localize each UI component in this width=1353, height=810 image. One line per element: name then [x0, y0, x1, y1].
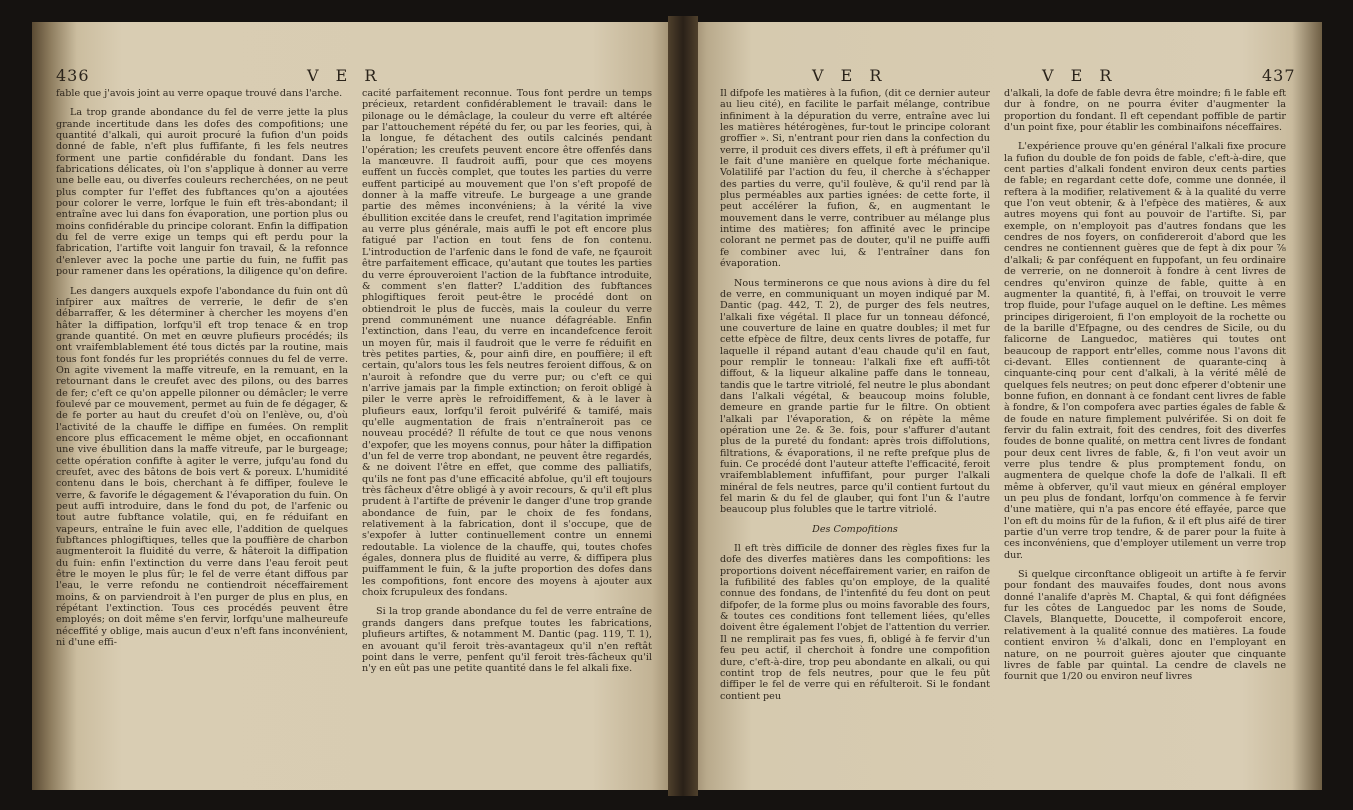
book-gutter: [668, 16, 698, 796]
right-page: [682, 22, 1322, 790]
right-page-number: 437: [1262, 66, 1296, 85]
left-column-1: [56, 88, 348, 790]
paragraph: Il difpofe les matières à la fufion, (dit ce dernier auteur au lieu cité), en facilite le parfait mélange, contribue infiniment à la dépuration du verre, entraîne avec lui les matières hétérogènes, fur-tout le principe colorant groffier ». Si, n'entrant pour rien dans la confection du verre, il produit ces divers effets, il eft à préfumer qu'il le fait d'une manière en quelque forte méchanique. Volatilifé par l'action du feu, il cherche à s'échapper des parties du verre, qu'il foulève, & qu'il rend par là plus perméables aux parties ignées: de cette forte, il peut accélérer la fufion, &, en augmentant le mouvement dans le verre, contribuer au mélange plus intime des matières; fon affinité avec le principe colorant ne permet pas de douter, qu'il ne puiffe auffi fe combiner avec lui, & l'entraîner dans fon évaporation.: [720, 88, 990, 270]
paragraph: L'expérience prouve qu'en général l'alkali fixe procure la fufion du double de fon poids de fable, c'eft-à-dire, que cent parties d'alkali fondent environ deux cents parties de fable; en regardant cette dofe, comme une donnée, il reftera à la modifier, relativement & à la qualité du verre que l'on veut obtenir, & à l'efpèce des matières, & aux autres moyens qui font au pouvoir de l'artifte. Si, par exemple, on n'employoit pas d'autres fondans que les cendres de nos foyers, on confidereroit d'abord que les cendres ne contiennent guères que de fept à dix pour ⅞ d'alkali; & par conféquent en fuppofant, un feu ordinaire de verrerie, on ne donneroit à fondre à cent livres de cendres qu'environ quinze de fable, quitte à en augmenter la quantité, fi, à l'effai, on trouvoit le verre trop fluide, pour l'ufage auquel on le deftine. Les mêmes principes dirigeroient, fi l'on employoit de la rochette ou de la barille d'Efpagne, ou des cendres de Sicile, ou du falicorne de Languedoc, matières qui toutes ont beaucoup de rapport entr'elles, comme nous l'avons dit ci-devant. Elles contiennent de quarante-cinq à cinquante-cinq pour cent d'alkali, à la vérité mêlé de quelques fels neutres; on peut donc efperer d'obtenir une bonne fufion, en donnant à ce fondant cent livres de fable à fondre, & l'on compofera avec parties égales de fable & de foude en nature fimplement pulvérifée. Si on doit fe fervir du falin extrait, foit des cendres, foit des diverfes foudes de bonne qualité, on mettra cent livres de fondant pour deux cent livres de fable, &, fi l'on veut avoir un verre plus tendre & plus promptement fondu, on augmentera de quelque chofe la dofe de l'alkali. Il eft même à obferver, qu'il vaut mieux en général employer un peu plus de fondant, lorfqu'on commence à fe fervir d'une matière, qui n'a pas encore été effayée, parce que l'on eft du moins fûr de la fufion, & il eft plus aifé de tirer partie d'un verre trop tendre, & de parer pour la fuite à ces inconvéniens, que d'employer utilement un verre trop dur.: [1004, 141, 1286, 561]
right-column-2: [1004, 88, 1286, 790]
paragraph: La trop grande abondance du fel de verre jette la plus grande incertitude dans les dofes des compofitions; une quantité d'alkali, qui auroit procuré la fufion d'un poids donné de fable, n'eft plus fuffifante, fi les fels neutres forment une partie confidérable du fondant. Dans les fabrications délicates, où l'on s'applique à donner au verre une belle eau, ou diverfes couleurs recherchées, on ne peut plus compter fur l'effet des fubftances qu'on a ajoutées pour colorer le verre, lorfque le fuin eft très-abondant; il entraîne avec lui dans fon évaporation, une portion plus ou moins confidérable du principe colorant. Enfin la diffipation du fel de verre exige un temps qui eft perdu pour la fabrication, l'artifte voit languir fon travail, & la refonnce d'enlever avec la poche une partie du fuin, ne fuffit pas pour ramener dans les opérations, la diligence qu'on defire.: [56, 107, 348, 278]
right-column-1: [720, 88, 990, 790]
left-page: [32, 22, 682, 790]
paragraph: Si la trop grande abondance du fel de verre entraîne de grands dangers dans prefque toutes les fabrications, plufieurs artiftes, & notamment M. Dantic (pag. 119, T. 1), en avouant qu'il feroit très-avantageux qu'il n'en reftât point dans le verre, penfent qu'il feroit très-fâcheux qu'il n'y en eût pas une petite quantité dans le fel alkali fixe.: [362, 606, 652, 675]
paragraph: d'alkali, la dofe de fable devra être moindre; fi le fable eft dur à fondre, on ne pourra éviter d'augmenter la proportion du fondant. Il eft cependant poffible de partir d'un point fixe, pour établir les combinaifons néceffaires.: [1004, 88, 1286, 134]
paragraph: Nous terminerons ce que nous avions à dire du fel de verre, en communiquant un moyen indiqué par M. Dantic (pag. 442, T. 2), de purger des fels neutres, l'alkali fixe végétal. Il place fur un tonneau défoncé, une couverture de laine en quatre doubles; il met fur cette efpèce de filtre, deux cents livres de potaffe, fur laquelle il répand autant d'eau chaude qu'il en faut, pour remplir le tonneau: l'alkali fixe eft auffi-tôt diffout, & la liqueur alkaline paffe dans le tonneau, tandis que le tartre vitriolé, fel neutre le plus abondant dans l'alkali végétal, & beaucoup moins foluble, demeure en grande partie fur le filtre. On obtient l'alkali par l'évaporation, & on répète la même opération une 2e. & 3e. fois, pour s'affurer d'autant plus de la pureté du fondant: après trois diffolutions, filtrations, & évaporations, il ne refte prefque plus de fuin. Ce procédé dont l'auteur attefte l'efficacité, feroit vraifemblablement infuffifant, pour purger l'alkali minéral de fels neutres, parce qu'il contient furtout du fel marin & du fel de glauber, qui font l'un & l'autre beaucoup plus folubles que le tartre vitriolé.: [720, 277, 990, 516]
paragraph: cacité parfaitement reconnue. Tous font perdre un temps précieux, retardent confidérablement le travail: dans le pilonage ou le démâclage, la couleur du verre eft altérée par l'attouchement répété du fer, ou par les feories, qui, à la longue, fe détachent des outils calcinés pendant l'opération; les creufets peuvent encore être offenfés dans la manœuvre. Il faudroit auffi, pour que ces moyens euffent un fuccès complet, que toutes les parties du verre euffent participé au mouvement que l'on s'eft propofé de donner à la maffe vitreufe. Le burgeage a une grande partie des mêmes inconvéniens; à la vérité la vive ébullition excitée dans le creufet, rend l'agitation imprimée au verre plus générale, mais auffi le pot eft encore plus fatigué par l'action en tout fens de fon contenu. L'introduction de l'arfenic dans le fond de vafe, ne fçauroit être parfaitement efficace, qu'autant que toutes les parties du verre éprouveroient l'action de la fubftance introduite, & comment s'en flatter? L'addition des fubftances phlogiftiques feroit peut-être le procédé dont on obtiendroit le plus de fuccès, mais la couleur du verre prend communément une nuance défagréable. Enfin l'extinction, dans l'eau, du verre en incandefcence feroit un moyen fûr, mais il faudroit que le verre fe réduifit en très petites parties, &, pour ainfi dire, en pouffière; il eft certain, qu'alors tous les fels neutres feroient diffous, & on n'auroit à refondre que du verre pur; ou c'eft ce qui n'arrive jamais par la fimple extinction; on feroit obligé à piler le verre après le refroidiffement, & à le laver à plufieurs eaux, lorfqu'il feroit pulvérifé & tamifé, mais qu'elle augmentation de frais n'entraîneroit pas ce nouveau procédé? Il réfulte de tout ce que nous venons d'expofer, que les moyens connus, pour hâter la diffipation d'un fel de verre trop abondant, ne peuvent être regardés, & ne doivent l'être en effet, que comme des palliatifs, qu'ils ne font pas d'une efficacité abfolue, qu'il eft toujours très fâcheux d'être obligé à y avoir recours, & qu'il eft plus prudent à l'artifte de prévenir le danger d'une trop grande abondance de fuin, par le choix de fes fondans, relativement à la fabrication, dont il s'occupe, que de s'expofer à lutter continuellement contre un ennemi redoutable. La violence de la chauffe, qui, toutes chofes égales, donnera plus de fluidité au verre, & diffipera plus puiffamment le fuin, & la jufte proportion des dofes dans les compofitions, font encore des moyens à ajouter aux choix fcrupuleux des fondans.: [362, 88, 652, 599]
left-running-head: V E R: [307, 66, 383, 85]
left-column-2: [362, 88, 652, 790]
left-page-number: 436: [56, 66, 90, 85]
paragraph: fable que j'avois joint au verre opaque trouvé dans l'arche.: [56, 88, 343, 99]
paragraph: Il eft très difficile de donner des règles fixes fur la dofe des diverfes matières dans les compofitions: les proportions doivent néceffairement varier, en raifon de la fufibilité des fables qu'on employe, de la qualité connue des fondans, de l'intenfité du feu dont on peut difpofer, de la forme plus ou moins favorable des fours, & toutes ces conditions font tellement liées, qu'elles doivent être également l'objet de l'attention du verrier. Il ne remplirait pas fes vues, fi, obligé à fe fervir d'un feu peu actif, il cherchoit à fondre une compofition dure, c'eft-à-dire, trop peu abondante en alkali, ou qui contint trop de fels neutres, pour que le feu pût diffiper le fel de verre qui en réfulteroit. Si le fondant contient peu: [720, 543, 990, 702]
right-running-head: V E R: [812, 66, 888, 85]
paragraph: Les dangers auxquels expofe l'abondance du fuin ont dû infpirer aux maîtres de verrerie, le defir de s'en débarraffer, & les déterminer à chercher les moyens d'en hâter la diffipation, lorfqu'il eft trop tenace & en trop grande quantité. On met en œuvre plufieurs procédés; ils ont vraifemblablement été tous dictés par la routine, mais tous font fondés fur les propriétés connues du fel de verre. On agite vivement la maffe vitreufe, en la remuant, en la retournant dans le creufet avec des pilons, ou des barres de fer; c'eft ce qu'on appelle pilonner ou démâcler; le verre foulevé par ce mouvement, permet au fuin de fe dégager, & de fe porter au haut du creufet d'où on l'enlève, ou, d'où l'activité de la chauffe le diffipe en fumées. On remplit encore plus efficacement le même objet, en occafionnant une vive ébullition dans la maffe vitreufe, par le burgeage; cette opération confifte à agiter le verre, jufqu'au fond du creufet, avec des bâtons de bois vert & poreux. L'humidité contenu dans le bois, cherchant à fe diffiper, fouleve le verre, & favorife le dégagement & l'évaporation du fuin. On peut auffi introduire, dans le fond du pot, de l'arfenic ou tout autre fubftance volatile, qui, en fe réduifant en vapeurs, entraîne le fuin avec elle, l'addition de quelques fubftances phlogiftiques, telles que la pouffière de charbon augmenteroit la fluidité du verre, & hâteroit la diffipation du fuin: enfin l'extinction du verre dans l'eau feroit peut être le moyen le plus fûr; le fel de verre étant diffous par l'eau, le verre refondu ne contiendroit néceffairement moins, & on parviendroit à l'en purger de plus en plus, en répétant l'extinction. Tous ces procédés peuvent être employés; on doit même s'en fervir, lorfqu'une malheureufe néceffité y oblige, mais aucun d'eux n'eft fans inconvénient, ni d'une effi-: [56, 285, 348, 649]
right-running-head-2: V E R: [1042, 66, 1118, 85]
section-heading: Des Compofitions: [812, 523, 898, 535]
paragraph: Si quelque circonftance obligeoit un artifte à fe fervir pour fondant des mauvaifes foudes, dont nous avons donné l'analife d'après M. Chaptal, & qui font défignées fur les côtes de Languedoc par les noms de Soude, Clavels, Blanquette, Doucette, il compoferoit encore, relativement à la qualité connue des matières. La foude contient environ ⅛ d'alkali, donc en l'employant en nature, on ne pourroit guères ajouter que cinquante livres de fable par quintal. La cendre de clavels ne fournit que 1/20 ou environ neuf livres: [1004, 569, 1286, 683]
